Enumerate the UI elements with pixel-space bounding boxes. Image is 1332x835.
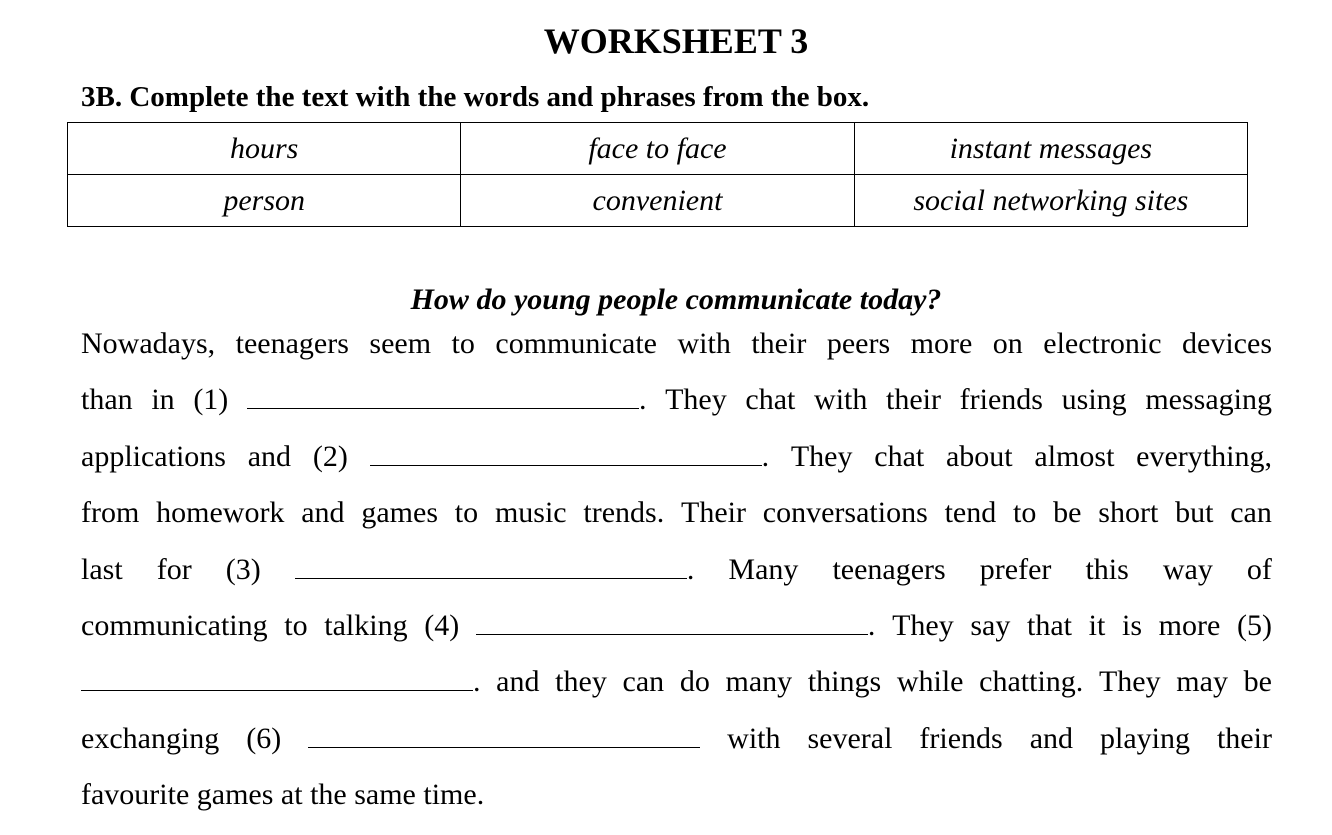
passage-line	[81, 316, 1272, 372]
passage-word: everything,	[1136, 439, 1272, 473]
passage-word: can	[1230, 496, 1272, 530]
passage-word: seem	[369, 327, 432, 360]
passage-word: that	[1027, 608, 1073, 642]
word-box-cell: convenient	[461, 175, 854, 227]
passage-word: for	[156, 552, 192, 586]
passage-word: (1)	[193, 383, 229, 417]
passage-word: communicating	[81, 608, 268, 642]
passage-word: be	[1053, 496, 1082, 530]
passage-word: They	[665, 383, 727, 417]
answer-blank-5[interactable]	[81, 668, 473, 691]
passage-word	[247, 372, 647, 428]
passage-word: peers	[826, 327, 891, 360]
answer-blank-2[interactable]	[370, 443, 762, 466]
passage-word: their	[886, 383, 942, 417]
exercise-instruction: 3B. Complete the text with the words and phrases from the box.	[81, 81, 870, 113]
passage-word: conversations	[762, 496, 928, 530]
passage-word: favourite	[81, 778, 190, 812]
passage-word: and	[247, 439, 292, 473]
passage-word	[308, 711, 700, 767]
passage-word: homework	[156, 496, 285, 530]
answer-blank-4[interactable]	[476, 612, 868, 635]
passage-word: and	[496, 665, 540, 699]
passage-punctuation: .	[686, 552, 695, 586]
passage-word: to	[454, 496, 479, 530]
passage-word: Many	[728, 552, 799, 586]
passage-word: They	[892, 608, 954, 642]
passage-word: may	[1176, 665, 1228, 699]
passage-word: They	[790, 439, 853, 473]
worksheet-title: WORKSHEET 3	[543, 21, 809, 61]
answer-blank-1[interactable]	[247, 386, 639, 409]
passage-word: teenagers	[235, 327, 349, 360]
passage-word: can	[622, 665, 665, 699]
passage-word: in	[151, 383, 175, 417]
passage-punctuation: .	[638, 383, 647, 417]
passage-line	[81, 654, 1272, 710]
passage-word: their	[751, 327, 807, 360]
passage-word: to	[284, 608, 308, 642]
passage-word: chatting.	[979, 665, 1084, 699]
passage-line	[81, 485, 1272, 541]
passage-word: Nowadays,	[81, 327, 216, 360]
passage-word: exchanging	[81, 721, 220, 755]
passage-word: (2)	[312, 439, 348, 473]
passage-word: and	[1029, 721, 1074, 755]
passage-line	[81, 711, 1272, 767]
passage-word: chat	[874, 439, 925, 473]
passage-word: with	[677, 327, 731, 360]
passage-word: chat	[745, 383, 796, 417]
passage-word: playing	[1099, 721, 1190, 755]
passage-word: about	[945, 439, 1013, 473]
passage-word: last	[81, 552, 123, 586]
word-box-row	[68, 175, 1248, 227]
passage-word: trends.	[583, 496, 665, 530]
passage-line	[81, 598, 1272, 654]
passage-title: How do young people communicate today?	[410, 283, 942, 316]
passage-word: to	[451, 327, 475, 360]
passage-punctuation: .	[867, 608, 876, 642]
passage-word: music	[494, 496, 567, 530]
answer-blank-3[interactable]	[295, 556, 687, 579]
passage-word: with	[814, 383, 868, 417]
passage-word: games	[361, 496, 438, 530]
passage-word: (4)	[424, 608, 460, 642]
passage-word: electronic	[1043, 327, 1162, 360]
passage-word: to	[1013, 496, 1037, 530]
word-box-row	[68, 123, 1248, 175]
passage-word: almost	[1034, 439, 1115, 473]
passage-word	[370, 429, 770, 485]
word-box-cell: face to face	[461, 123, 854, 175]
passage-word: (6)	[246, 721, 282, 755]
passage-word: do	[679, 665, 710, 699]
passage-word: more	[910, 327, 973, 360]
passage-word: prefer	[979, 552, 1052, 586]
passage-word	[476, 598, 876, 654]
passage-line	[81, 372, 1272, 428]
passage-punctuation: .	[761, 439, 770, 473]
passage-word: applications	[81, 439, 226, 473]
passage-word: on	[992, 327, 1023, 360]
answer-blank-6[interactable]	[308, 725, 700, 748]
passage-line	[81, 429, 1272, 485]
passage-word: friends	[919, 721, 1003, 755]
passage-word: it	[1088, 608, 1106, 642]
passage-text	[81, 316, 1272, 824]
passage-word: time.	[423, 778, 485, 812]
passage-word: this	[1085, 552, 1129, 586]
passage-word: using	[1061, 383, 1127, 417]
word-box-cell: instant messages	[854, 123, 1247, 175]
passage-word: (3)	[225, 552, 261, 586]
passage-word	[295, 542, 695, 598]
passage-word: devices	[1182, 327, 1272, 360]
passage-word: but	[1175, 496, 1214, 530]
passage-word: tend	[944, 496, 997, 530]
passage-word: things	[807, 665, 882, 699]
passage-word: many	[725, 665, 793, 699]
word-box-cell: social networking sites	[854, 175, 1247, 227]
passage-word: from	[81, 496, 140, 530]
passage-word: same	[354, 778, 416, 812]
passage-word: with	[727, 721, 781, 755]
passage-word: more	[1158, 608, 1221, 642]
passage-word: communicate	[495, 327, 657, 360]
passage-word: of	[1246, 552, 1272, 586]
passage-word: they	[555, 665, 607, 699]
passage-word: say	[970, 608, 1011, 642]
passage-word: talking	[324, 608, 408, 642]
passage-line	[81, 767, 1272, 823]
passage-word	[81, 654, 481, 710]
passage-word: while	[896, 665, 964, 699]
word-box-cell: person	[68, 175, 461, 227]
passage-word: is	[1122, 608, 1143, 642]
word-box	[67, 122, 1248, 227]
passage-word: They	[1098, 665, 1161, 699]
passage-word: several	[807, 721, 893, 755]
passage-word: Their	[681, 496, 746, 530]
passage-word: be	[1243, 665, 1272, 699]
passage-punctuation: .	[473, 665, 481, 699]
passage-word: and	[301, 496, 345, 530]
passage-word: messaging	[1145, 383, 1272, 417]
passage-word: at	[280, 778, 303, 812]
word-box-cell: hours	[68, 123, 461, 175]
passage-word: their	[1216, 721, 1272, 755]
passage-word: (5)	[1236, 608, 1272, 642]
passage-word: teenagers	[832, 552, 946, 586]
passage-word: the	[310, 778, 347, 812]
passage-word: than	[81, 383, 133, 417]
passage-line	[81, 542, 1272, 598]
passage-word: friends	[959, 383, 1043, 417]
passage-word: short	[1098, 496, 1159, 530]
passage-word: way	[1162, 552, 1213, 586]
passage-word: games	[196, 778, 274, 812]
